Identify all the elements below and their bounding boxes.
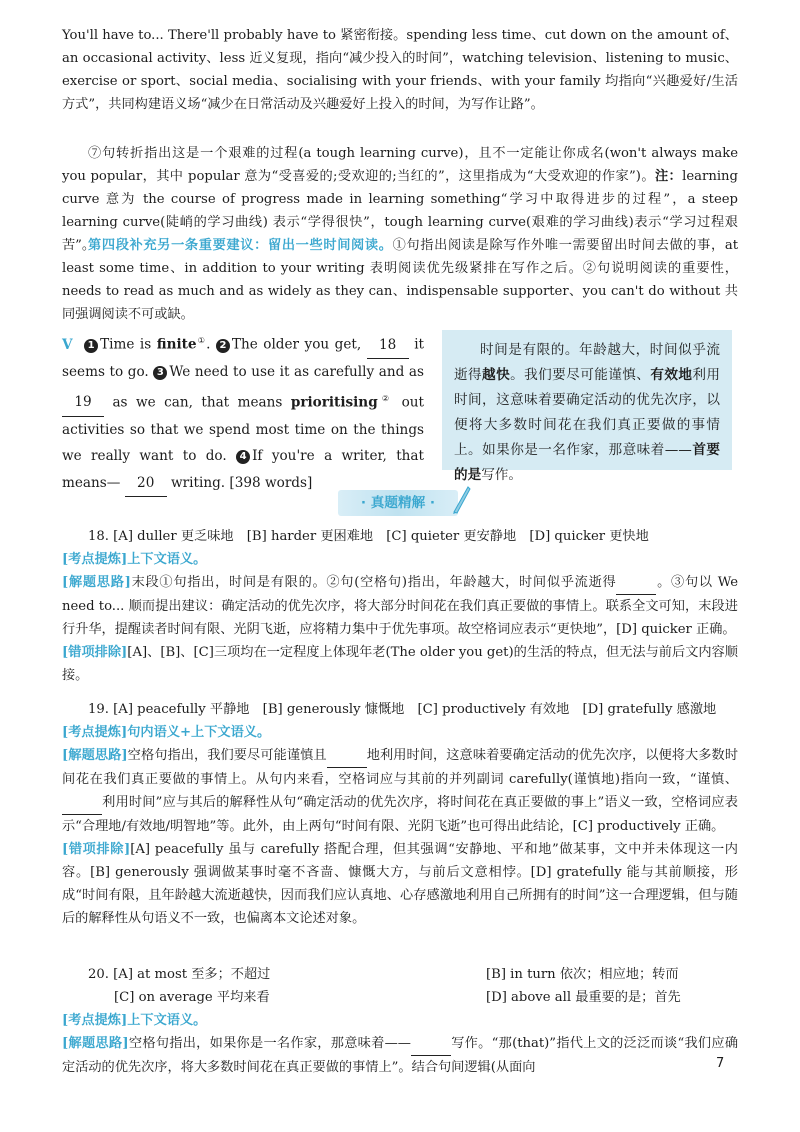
section-v-text: V 1 Time is finite①. 2 The older you get, 18 it seems to go. 3 We need to use it as carefully and as 19 as we can, that means prioritising② out activities so that we spend most time on the things we really want to do. 4 If you're a writer, that means— 20 writing. [398 words] bbox=[62, 328, 424, 497]
para1-text: You'll have to... There'll probably have to 紧密衔接。spending less time、cut down on the amount of、an occasional activity、less 近义复现，指向“减少投入的时间”，watching television、listening to music、exercise or sport、social media、socialising with your friends、with your family 均指向“兴趣爱好/生活方式”，共同构建语义场“减少在日常活动及兴趣爱好上投入的时间，为写作让路”。 bbox=[62, 28, 738, 112]
section-header bbox=[338, 490, 458, 516]
pen-icon bbox=[450, 484, 472, 514]
para2-text-b: learning curve 意为 the course of progress made in learning something“学习中取得进步的过程”，a steep learning curve(陡峭的学习曲线) 表示“学得很快”，tough learning curve(艰难的学习曲线)表示“学习过程艰苦”。 bbox=[62, 169, 738, 253]
sentence-number-4: 4 bbox=[236, 450, 250, 464]
blank-line bbox=[616, 571, 656, 595]
blank-18: 18 bbox=[367, 332, 409, 360]
blank-line bbox=[327, 744, 367, 768]
q18-options: 18. [A] duller 更乏味地 [B] harder 更困难地 [C] quieter 更安静地 [D] quicker 更快地 bbox=[88, 529, 649, 544]
question-19: 19. [A] peacefully 平静地 [B] generously 慷慨地 [C] productively 有效地 [D] gratefully 感激地 [考点提炼]句内语义+上下文语义。 [解题思路]空格句指出，我们要尽可能谨慎且 地利用时间，这意味着要确定活动的优先次序，以便将大多数时间花在我们真正要做的事情上。从句内来看，空格词应与其前的并列副词 carefully(谨慎地)指向一致，“谨慎、 利用时间”应与其后的解释性从句“确定活动的优先次序，将时间花在真正要做的事上”语义一致，空格词应表示“合理地/有效地/明智地”等。此外，由上两句“时间有限、光阴飞逝”也可得出此结论，[C] productively 正确。 [错项排除][A] peacefully 虽与 carefully 搭配合理，但其强调“安静地、平和地”做某事，文中并未体现这一内容。[B] generously 强调做某事时毫不吝啬、慷慨大方，与前后文意相悖。[D] gratefully 能与其前顺接，形成“时间有限，且年龄越大流逝越快，因而我们应认真地、心存感激地利用自己所拥有的时间”这一合理逻辑，但与随后的解释性从句语义不一致，也偏离本文论述对象。 bbox=[62, 698, 738, 930]
sentence-number-1: 1 bbox=[84, 339, 98, 353]
blank-20: 20 bbox=[125, 470, 167, 498]
question-18: 18. [A] duller 更乏味地 [B] harder 更困难地 [C] quieter 更安静地 [D] quicker 更快地 [考点提炼]上下文语义。 [解题思路]末段①句指出，时间是有限的。②句(空格句)指出，年龄越大，时间似乎流逝得 。③句以 We need to... 顺而提出建议：确定活动的优先次序，将大部分时间花在我们真正要做的事情上。联系全文可知，末段进行升华，提醒读者时间有限、光阴飞逝，应将精力集中于优先事项。故空格词应表示“更快地”，[D] quicker 正确。 [错项排除][A]、[B]、[C]三项均在一定程度上体现年老(The older you get)的生活的特点，但无法与前后文内容顺接。 bbox=[62, 525, 738, 687]
para3-body: ①句指出阅读是除写作外唯一需要留出时间去做的事，at least some time、in addition to your writing 表明阅读优先级紧排在写作之后。②句说明阅读的重要性，needs to read as much and as widely as they can、indispensable supporter、you can't do without 共同强调阅读不可或缺。 bbox=[62, 238, 738, 322]
sentence-number-2: 2 bbox=[216, 339, 230, 353]
page-number: 7 bbox=[716, 1056, 725, 1071]
blank-line bbox=[411, 1032, 451, 1056]
section-v-marker: V bbox=[62, 336, 73, 353]
blank-19: 19 bbox=[62, 389, 104, 417]
translation-box: 时间是有限的。年龄越大，时间似乎流逝得越快。我们要尽可能谨慎、有效地利用时间，这意味着要确定活动的优先次序，以便将大多数时间花在我们真正要做的事情上。如果你是一名作家，那意味着——首要的是写作。 bbox=[442, 330, 732, 470]
para2-text-a: ⑦句转折指出这是一个艰难的过程(a tough learning curve)，且不一定能让你成名(won't always make you popular，其中 popular 意为“受喜爱的;受欢迎的;当红的”，这里指成为“大受欢迎的作家”)。 bbox=[62, 146, 738, 184]
q19-options: 19. [A] peacefully 平静地 [B] generously 慷慨地 [C] productively 有效地 [D] gratefully 感激地 bbox=[88, 702, 717, 717]
question-20: 20. [A] at most 至多；不超过 [B] in turn 依次；相应地；转而 [C] on average 平均来看 [D] above all 最重要的是；首先 [考点提炼]上下文语义。 [解题思路]空格句指出，如果你是一名作家，那意味着—— 写作。“那(that)”指代上文的泛泛而谈“我们应确定活动的优先次序，将大多数时间花在真正要做的事情上”。结合句间逻辑(从面向 bbox=[62, 967, 739, 1075]
word-finite: finite bbox=[156, 336, 197, 353]
para3-heading: 第四段补充另一条重要建议：留出一些时间阅读。 bbox=[88, 238, 393, 253]
blank-line bbox=[62, 791, 102, 815]
sentence-number-3: 3 bbox=[153, 366, 167, 380]
paragraph-3 bbox=[62, 234, 738, 326]
word-prioritising: prioritising bbox=[290, 394, 378, 411]
paragraph-1 bbox=[62, 24, 738, 116]
para2-note-label: 注： bbox=[654, 169, 683, 184]
section-header-title: · 真题精解 · bbox=[360, 495, 436, 511]
